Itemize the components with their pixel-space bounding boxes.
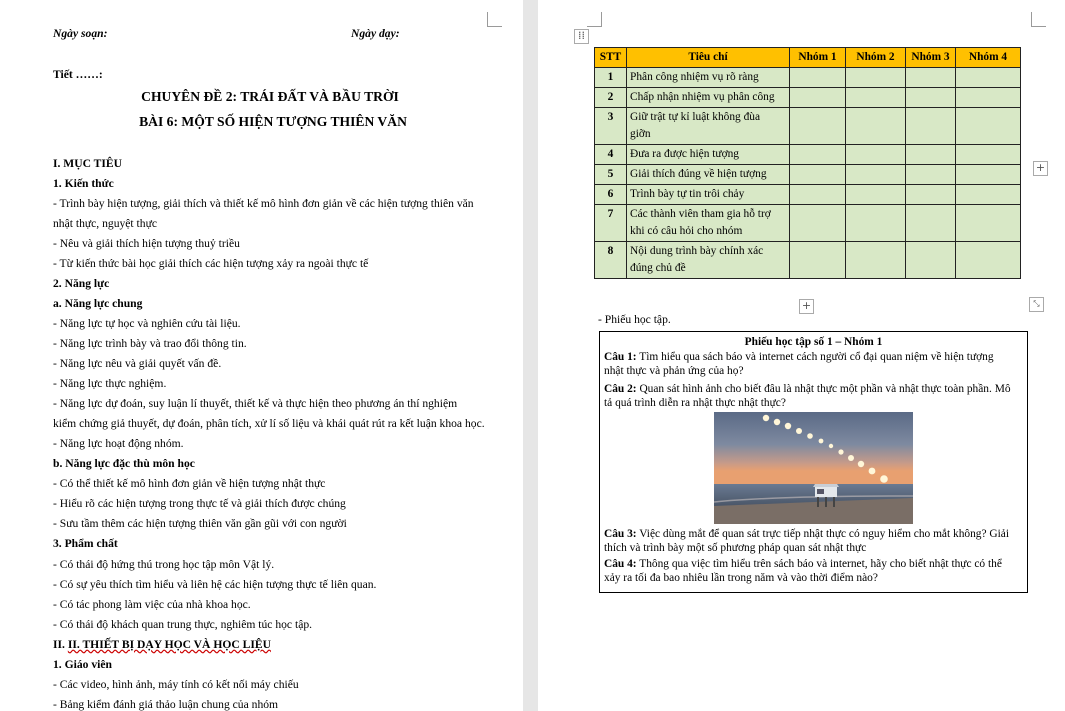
question-text: Thông qua việc tìm hiểu trên sách báo và internet, hãy cho biết nhật thực có thể: [639, 558, 1002, 570]
question-text: Quan sát hình ảnh cho biết đâu là nhật thực một phần và nhật thực toàn phần. Mô: [639, 383, 1011, 395]
question-label: Câu 4:: [604, 558, 637, 570]
criterion-cell[interactable]: [627, 242, 790, 279]
insert-column-plus-icon[interactable]: +: [1033, 161, 1048, 176]
score-cell[interactable]: [790, 145, 846, 165]
topic-title: CHUYÊN ĐỀ 2: TRÁI ĐẤT VÀ BẦU TRỜI: [141, 89, 399, 104]
score-cell[interactable]: [790, 108, 846, 145]
criterion-cell[interactable]: [627, 205, 790, 242]
question-line: xảy ra tối đa bao nhiêu lần trong năm và vào thời điểm nào?: [604, 572, 878, 584]
section-number: II.: [53, 638, 68, 651]
score-cell[interactable]: [956, 205, 1021, 242]
score-cell[interactable]: [846, 108, 906, 145]
eclipse-sequence-photo: [714, 412, 913, 524]
question-label: Câu 1:: [604, 351, 637, 363]
table-header-row: [595, 48, 1021, 68]
score-cell[interactable]: [846, 185, 906, 205]
question-label: Câu 3:: [604, 528, 637, 540]
score-cell[interactable]: [956, 185, 1021, 205]
body-line: - Các video, hình ảnh, máy tính có kết nối máy chiếu: [53, 678, 299, 691]
stt-cell[interactable]: 8: [595, 242, 627, 279]
eclipse-photo-svg: [714, 412, 913, 524]
criterion-line: Các thành viên tham gia hỗ trợ: [630, 208, 771, 220]
stt-cell[interactable]: 4: [595, 145, 627, 165]
worksheet-title: Phiếu học tập số 1 – Nhóm 1: [744, 336, 883, 348]
criterion-line: Nội dung trình bày chính xác: [630, 245, 764, 257]
criterion-line: đúng chủ đề: [630, 262, 686, 274]
subsection-heading: 1. Kiến thức: [53, 177, 114, 190]
score-cell[interactable]: [790, 165, 846, 185]
table-row: [595, 205, 1021, 242]
table-row: [595, 145, 1021, 165]
section-heading: [53, 638, 271, 652]
header-cell: Tiêu chí: [627, 48, 790, 68]
criterion-cell[interactable]: Trình bày tự tin trôi chảy: [627, 185, 790, 205]
score-cell[interactable]: [906, 242, 956, 279]
score-cell[interactable]: [906, 185, 956, 205]
criterion-line: khi có câu hỏi cho nhóm: [630, 225, 743, 237]
body-line: - Từ kiến thức bài học giải thích các hiện tượng xảy ra ngoài thực tế: [53, 257, 369, 270]
body-line: - Năng lực tự học và nghiên cứu tài liệu.: [53, 317, 241, 330]
score-cell[interactable]: [906, 88, 956, 108]
score-cell[interactable]: [846, 242, 906, 279]
criterion-cell[interactable]: Giải thích đúng về hiện tượng: [627, 165, 790, 185]
table-resize-handle-icon[interactable]: ⤡: [1029, 297, 1044, 312]
body-line: - Hiểu rõ các hiện tượng trong thực tế và giải thích được chúng: [53, 497, 346, 510]
section-heading-text: II. THIẾT BỊ DẠY HỌC VÀ HỌC LIỆU: [67, 638, 271, 651]
criterion-line: giỡn: [630, 128, 651, 140]
insert-row-plus-icon[interactable]: +: [799, 299, 814, 314]
margin-corner-top-right: [487, 12, 502, 27]
question-line: [604, 557, 1002, 572]
section-heading: I. MỤC TIÊU: [53, 157, 123, 170]
score-cell[interactable]: [906, 108, 956, 145]
table-row: [595, 242, 1021, 279]
table-row: [595, 88, 1021, 108]
body-line: nhật thực, nguyệt thực: [53, 217, 158, 230]
header-cell: Nhóm 4: [956, 48, 1021, 68]
lesson-title: BÀI 6: MỘT SỐ HIỆN TƯỢNG THIÊN VĂN: [139, 114, 407, 129]
body-line: - Có thái độ khách quan trung thực, nghiêm túc học tập.: [53, 618, 313, 631]
stt-cell[interactable]: 3: [595, 108, 627, 145]
subsection-heading: 1. Giáo viên: [53, 658, 112, 671]
body-line: - Năng lực thực nghiệm.: [53, 377, 167, 390]
subsection-heading: 2. Năng lực: [53, 277, 110, 290]
body-line: - Có tác phong làm việc của nhà khoa học.: [53, 598, 251, 611]
criterion-line: Giữ trật tự kỉ luật không đùa: [630, 111, 761, 123]
score-cell[interactable]: [906, 68, 956, 88]
score-cell[interactable]: [906, 165, 956, 185]
score-cell[interactable]: [956, 242, 1021, 279]
score-cell[interactable]: [790, 242, 846, 279]
score-cell[interactable]: [846, 165, 906, 185]
body-line: - Sưu tầm thêm các hiện tượng thiên văn gần gũi với con người: [53, 517, 347, 530]
score-cell[interactable]: [846, 68, 906, 88]
header-cell: Nhóm 2: [846, 48, 906, 68]
header-cell: Nhóm 1: [790, 48, 846, 68]
criterion-cell[interactable]: Chấp nhận nhiệm vụ phân công: [627, 88, 790, 108]
left-document-page: [0, 0, 523, 711]
worksheet-caption: - Phiếu học tập.: [598, 313, 671, 326]
score-cell[interactable]: [846, 88, 906, 108]
margin-corner-top-left: [587, 12, 602, 27]
body-line: - Nêu và giải thích hiện tượng thuỷ triều: [53, 237, 240, 250]
score-cell[interactable]: [956, 165, 1021, 185]
question-line: nhật thực và phản ứng của họ?: [604, 365, 744, 377]
body-line: - Có sự yêu thích tìm hiểu và liên hệ các hiện tượng thực tế liên quan.: [53, 578, 377, 591]
score-cell[interactable]: [790, 68, 846, 88]
table-move-handle[interactable]: ⁞⁞: [574, 29, 589, 44]
period-label: Tiết ……:: [53, 68, 103, 81]
question-line: [604, 527, 1009, 542]
score-cell[interactable]: [790, 88, 846, 108]
table-row: [595, 185, 1021, 205]
criterion-cell[interactable]: Đưa ra được hiện tượng: [627, 145, 790, 165]
body-line: - Năng lực trình bày và trao đổi thông tin.: [53, 337, 247, 350]
table-row: [595, 108, 1021, 145]
question-line: [604, 350, 994, 365]
header-cell: STT: [595, 48, 627, 68]
body-line: - Bảng kiểm đánh giá thảo luận chung của nhóm: [53, 698, 279, 711]
score-cell[interactable]: [846, 145, 906, 165]
body-line: - Có thể thiết kế mô hình đơn giản về hiện tượng nhật thực: [53, 477, 326, 490]
prep-date-label: Ngày soạn:: [53, 27, 108, 40]
table-row: [595, 68, 1021, 88]
teach-date-label: Ngày dạy:: [351, 27, 400, 40]
question-text: Việc dùng mắt để quan sát trực tiếp nhật thực có nguy hiểm cho mắt không? Giải: [639, 528, 1009, 540]
question-line: [604, 382, 1011, 397]
stt-cell[interactable]: 6: [595, 185, 627, 205]
stt-cell[interactable]: 1: [595, 68, 627, 88]
table-row: [595, 165, 1021, 185]
stt-cell[interactable]: 5: [595, 165, 627, 185]
score-cell[interactable]: [790, 205, 846, 242]
body-line: - Năng lực nêu và giải quyết vấn đề.: [53, 357, 222, 370]
score-cell[interactable]: [956, 145, 1021, 165]
worksheet-box: [599, 331, 1028, 593]
criterion-cell[interactable]: [627, 108, 790, 145]
score-cell[interactable]: [790, 185, 846, 205]
score-cell[interactable]: [956, 108, 1021, 145]
margin-corner-top-right: [1031, 12, 1046, 27]
stt-cell[interactable]: 7: [595, 205, 627, 242]
score-cell[interactable]: [906, 205, 956, 242]
right-document-page: [538, 0, 1065, 711]
question-line: thích và trình bày một số phương pháp quan sát nhật thực: [604, 542, 867, 554]
body-line: - Có thái độ hứng thú trong học tập môn Vật lý.: [53, 558, 275, 571]
subsection-heading: a. Năng lực chung: [53, 297, 143, 310]
criterion-cell[interactable]: Phân công nhiệm vụ rõ ràng: [627, 68, 790, 88]
body-line: kiểm chứng giả thuyết, dự đoán, phân tích, xử lí số liệu và khái quát rút ra kết luận khoa học.: [53, 417, 485, 430]
body-line: - Năng lực hoạt động nhóm.: [53, 437, 184, 450]
score-cell[interactable]: [846, 205, 906, 242]
body-line: - Năng lực dự đoán, suy luận lí thuyết, thiết kế và thực hiện theo phương án thí nghiệm: [53, 397, 458, 410]
score-cell[interactable]: [906, 145, 956, 165]
question-text: Tìm hiểu qua sách báo và internet cách người cổ đại quan niệm về hiện tượng: [639, 351, 994, 363]
subsection-heading: b. Năng lực đặc thù môn học: [53, 457, 195, 470]
question-line: tả quá trình diễn ra nhật thực nhật thực?: [604, 397, 786, 409]
score-cell[interactable]: [956, 88, 1021, 108]
question-label: Câu 2:: [604, 383, 637, 395]
stt-cell[interactable]: 2: [595, 88, 627, 108]
header-cell: Nhóm 3: [906, 48, 956, 68]
score-cell[interactable]: [956, 68, 1021, 88]
evaluation-table: [594, 47, 1021, 279]
subsection-heading: 3. Phẩm chất: [53, 537, 118, 550]
body-line: - Trình bày hiện tượng, giải thích và thiết kế mô hình đơn giản về các hiện tượng thiên văn: [53, 197, 474, 210]
